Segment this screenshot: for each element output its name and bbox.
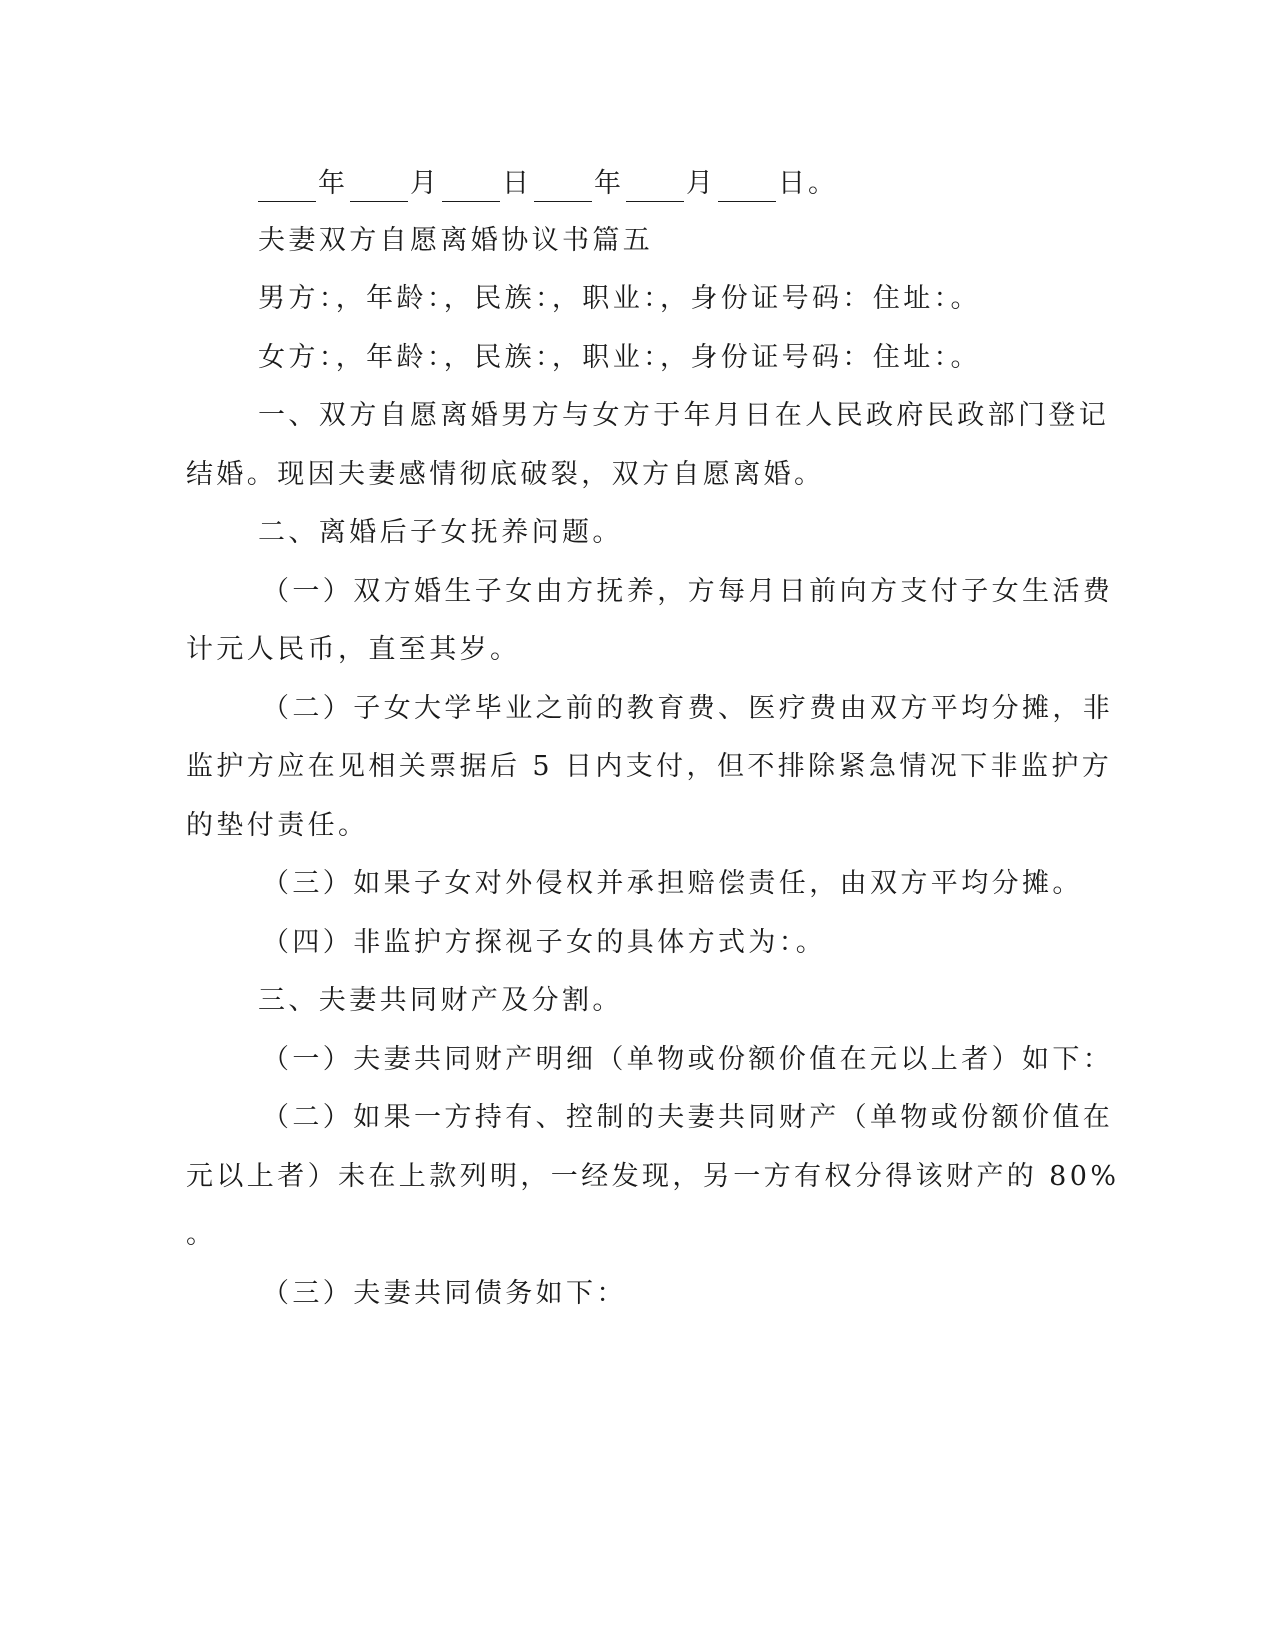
male-party-info: 男方：，年龄：，民族：，职业：，身份证号码：住址：。 — [258, 283, 981, 314]
section-2-item-2-line-3: 的垫付责任。 — [186, 810, 369, 841]
section-2-heading: 二、离婚后子女抚养问题。 — [258, 517, 623, 548]
blank-month-2 — [626, 175, 684, 202]
date-unit: 年 — [318, 168, 348, 199]
blank-day-2 — [718, 175, 776, 202]
section-2-item-3: （三）如果子女对外侵权并承担赔偿责任，由双方平均分摊。 — [262, 868, 1083, 899]
section-3-item-2-line-3: 。 — [186, 1219, 217, 1250]
section-2-item-4: （四）非监护方探视子女的具体方式为：。 — [262, 927, 827, 958]
document-title: 夫妻双方自愿离婚协议书篇五 — [258, 225, 654, 256]
date-unit: 月 — [686, 168, 716, 199]
section-3-item-2-line-1: （二）如果一方持有、控制的夫妻共同财产（单物或份额价值在 — [262, 1102, 1114, 1133]
female-party-info: 女方：，年龄：，民族：，职业：，身份证号码：住址：。 — [258, 342, 981, 373]
date-unit: 日。 — [778, 168, 838, 199]
section-3-heading: 三、夫妻共同财产及分割。 — [258, 985, 623, 1016]
blank-month-1 — [350, 175, 408, 202]
section-1-line-1: 一、双方自愿离婚男方与女方于年月日在人民政府民政部门登记 — [258, 400, 1110, 431]
blank-day-1 — [442, 175, 500, 202]
section-3-item-3: （三）夫妻共同债务如下： — [262, 1278, 627, 1309]
section-2-item-2-line-1: （二）子女大学毕业之前的教育费、医疗费由双方平均分摊，非 — [262, 693, 1114, 724]
date-unit: 年 — [594, 168, 624, 199]
section-3-item-1: （一）夫妻共同财产明细（单物或份额价值在元以上者）如下： — [262, 1044, 1114, 1075]
date-unit: 月 — [410, 168, 440, 199]
section-2-item-1-line-2: 计元人民币，直至其岁。 — [186, 634, 521, 665]
signature-date-line — [258, 166, 840, 202]
blank-year-1 — [258, 175, 316, 202]
section-1-line-2: 结婚。现因夫妻感情彻底破裂，双方自愿离婚。 — [186, 459, 825, 490]
date-unit: 日 — [502, 168, 532, 199]
section-3-item-2-line-2: 元以上者）未在上款列明，一经发现，另一方有权分得该财产的 80% — [186, 1161, 1120, 1192]
section-2-item-2-line-2: 监护方应在见相关票据后 5 日内支付，但不排除紧急情况下非监护方 — [186, 751, 1113, 782]
section-2-item-1-line-1: （一）双方婚生子女由方抚养，方每月日前向方支付子女生活费 — [262, 576, 1114, 607]
blank-year-2 — [534, 175, 592, 202]
